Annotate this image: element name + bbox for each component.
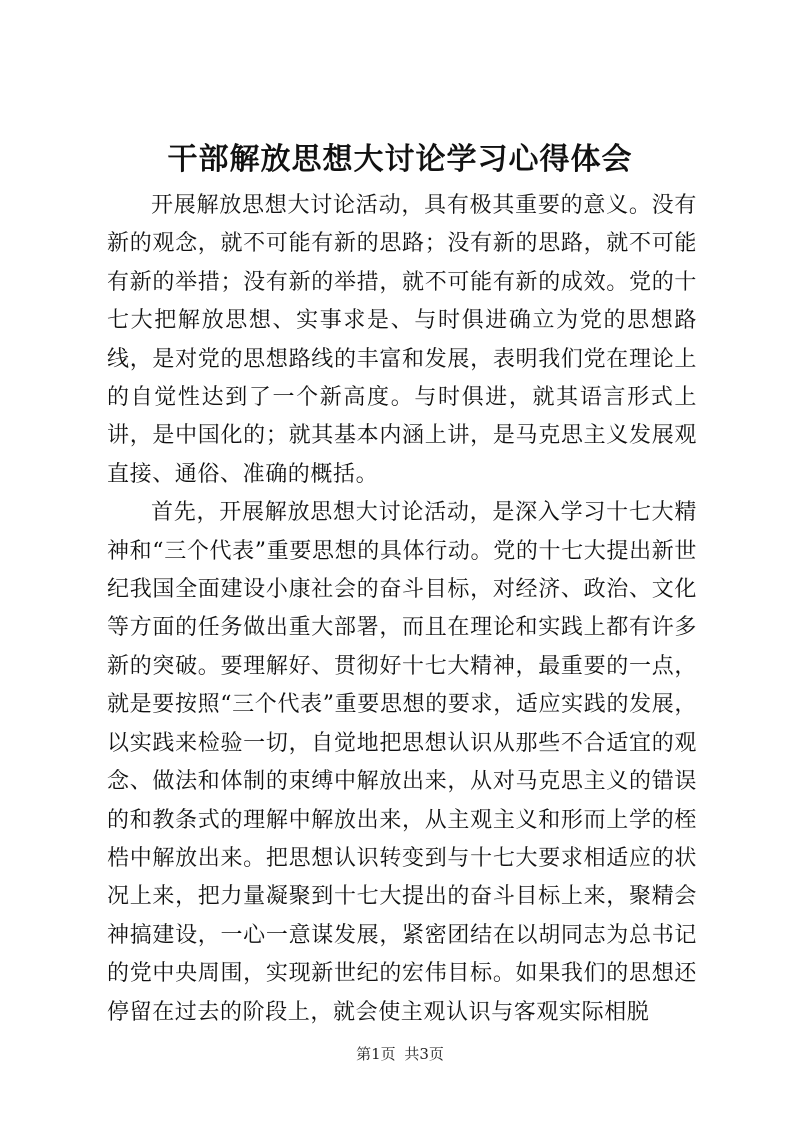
document-title: 干部解放思想大讨论学习心得体会 xyxy=(167,142,633,177)
page-number: 第1页 xyxy=(356,1045,396,1063)
body-paragraph-1: 开展解放思想大讨论活动，具有极其重要的意义。没有新的观念，就不可能有新的思路；没有新的思路，就不可能有新的举措；没有新的举措，就不可能有新的成效。党的十七大把解放思想、实事求是、与时俱进确立为党的思想路线，是对党的思想路线的丰富和发展，表明我们党在理论上的自觉性达到了一个新高度。与时俱进，就其语言形式上讲，是中国化的；就其基本内涵上讲，是马克思主义发展观直接、通俗、准确的概括。 xyxy=(107,193,697,487)
body-paragraph-2: 首先，开展解放思想大讨论活动，是深入学习十七大精神和“三个代表”重要思想的具体行动。党的十七大提出新世纪我国全面建设小康社会的奋斗目标，对经济、政治、文化等方面的任务做出重大部署，而且在理论和实践上都有许多新的突破。要理解好、贯彻好十七大精神，最重要的一点，就是要按照“三个代表”重要思想的要求，适应实践的发展，以实践来检验一切，自觉地把思想认识从那些不合适宜的观念、做法和体制的束缚中解放出来，从对马克思主义的错误的和教条式的理解中解放出来，从主观主义和形而上学的桎梏中解放出来。把思想认识转变到与十七大要求相适应的状况上来，把力量凝聚到十七大提出的奋斗目标上来，聚精会神搞建设，一心一意谋发展，紧密团结在以胡同志为总书记的党中央周围，实现新世纪的宏伟目标。如果我们的思想还停留在过去的阶段上，就会使主观认识与客观实际相脱 xyxy=(107,500,697,1025)
page-footer xyxy=(0,1044,800,1064)
page-total: 共3页 xyxy=(404,1045,444,1063)
document-body xyxy=(107,187,697,1032)
